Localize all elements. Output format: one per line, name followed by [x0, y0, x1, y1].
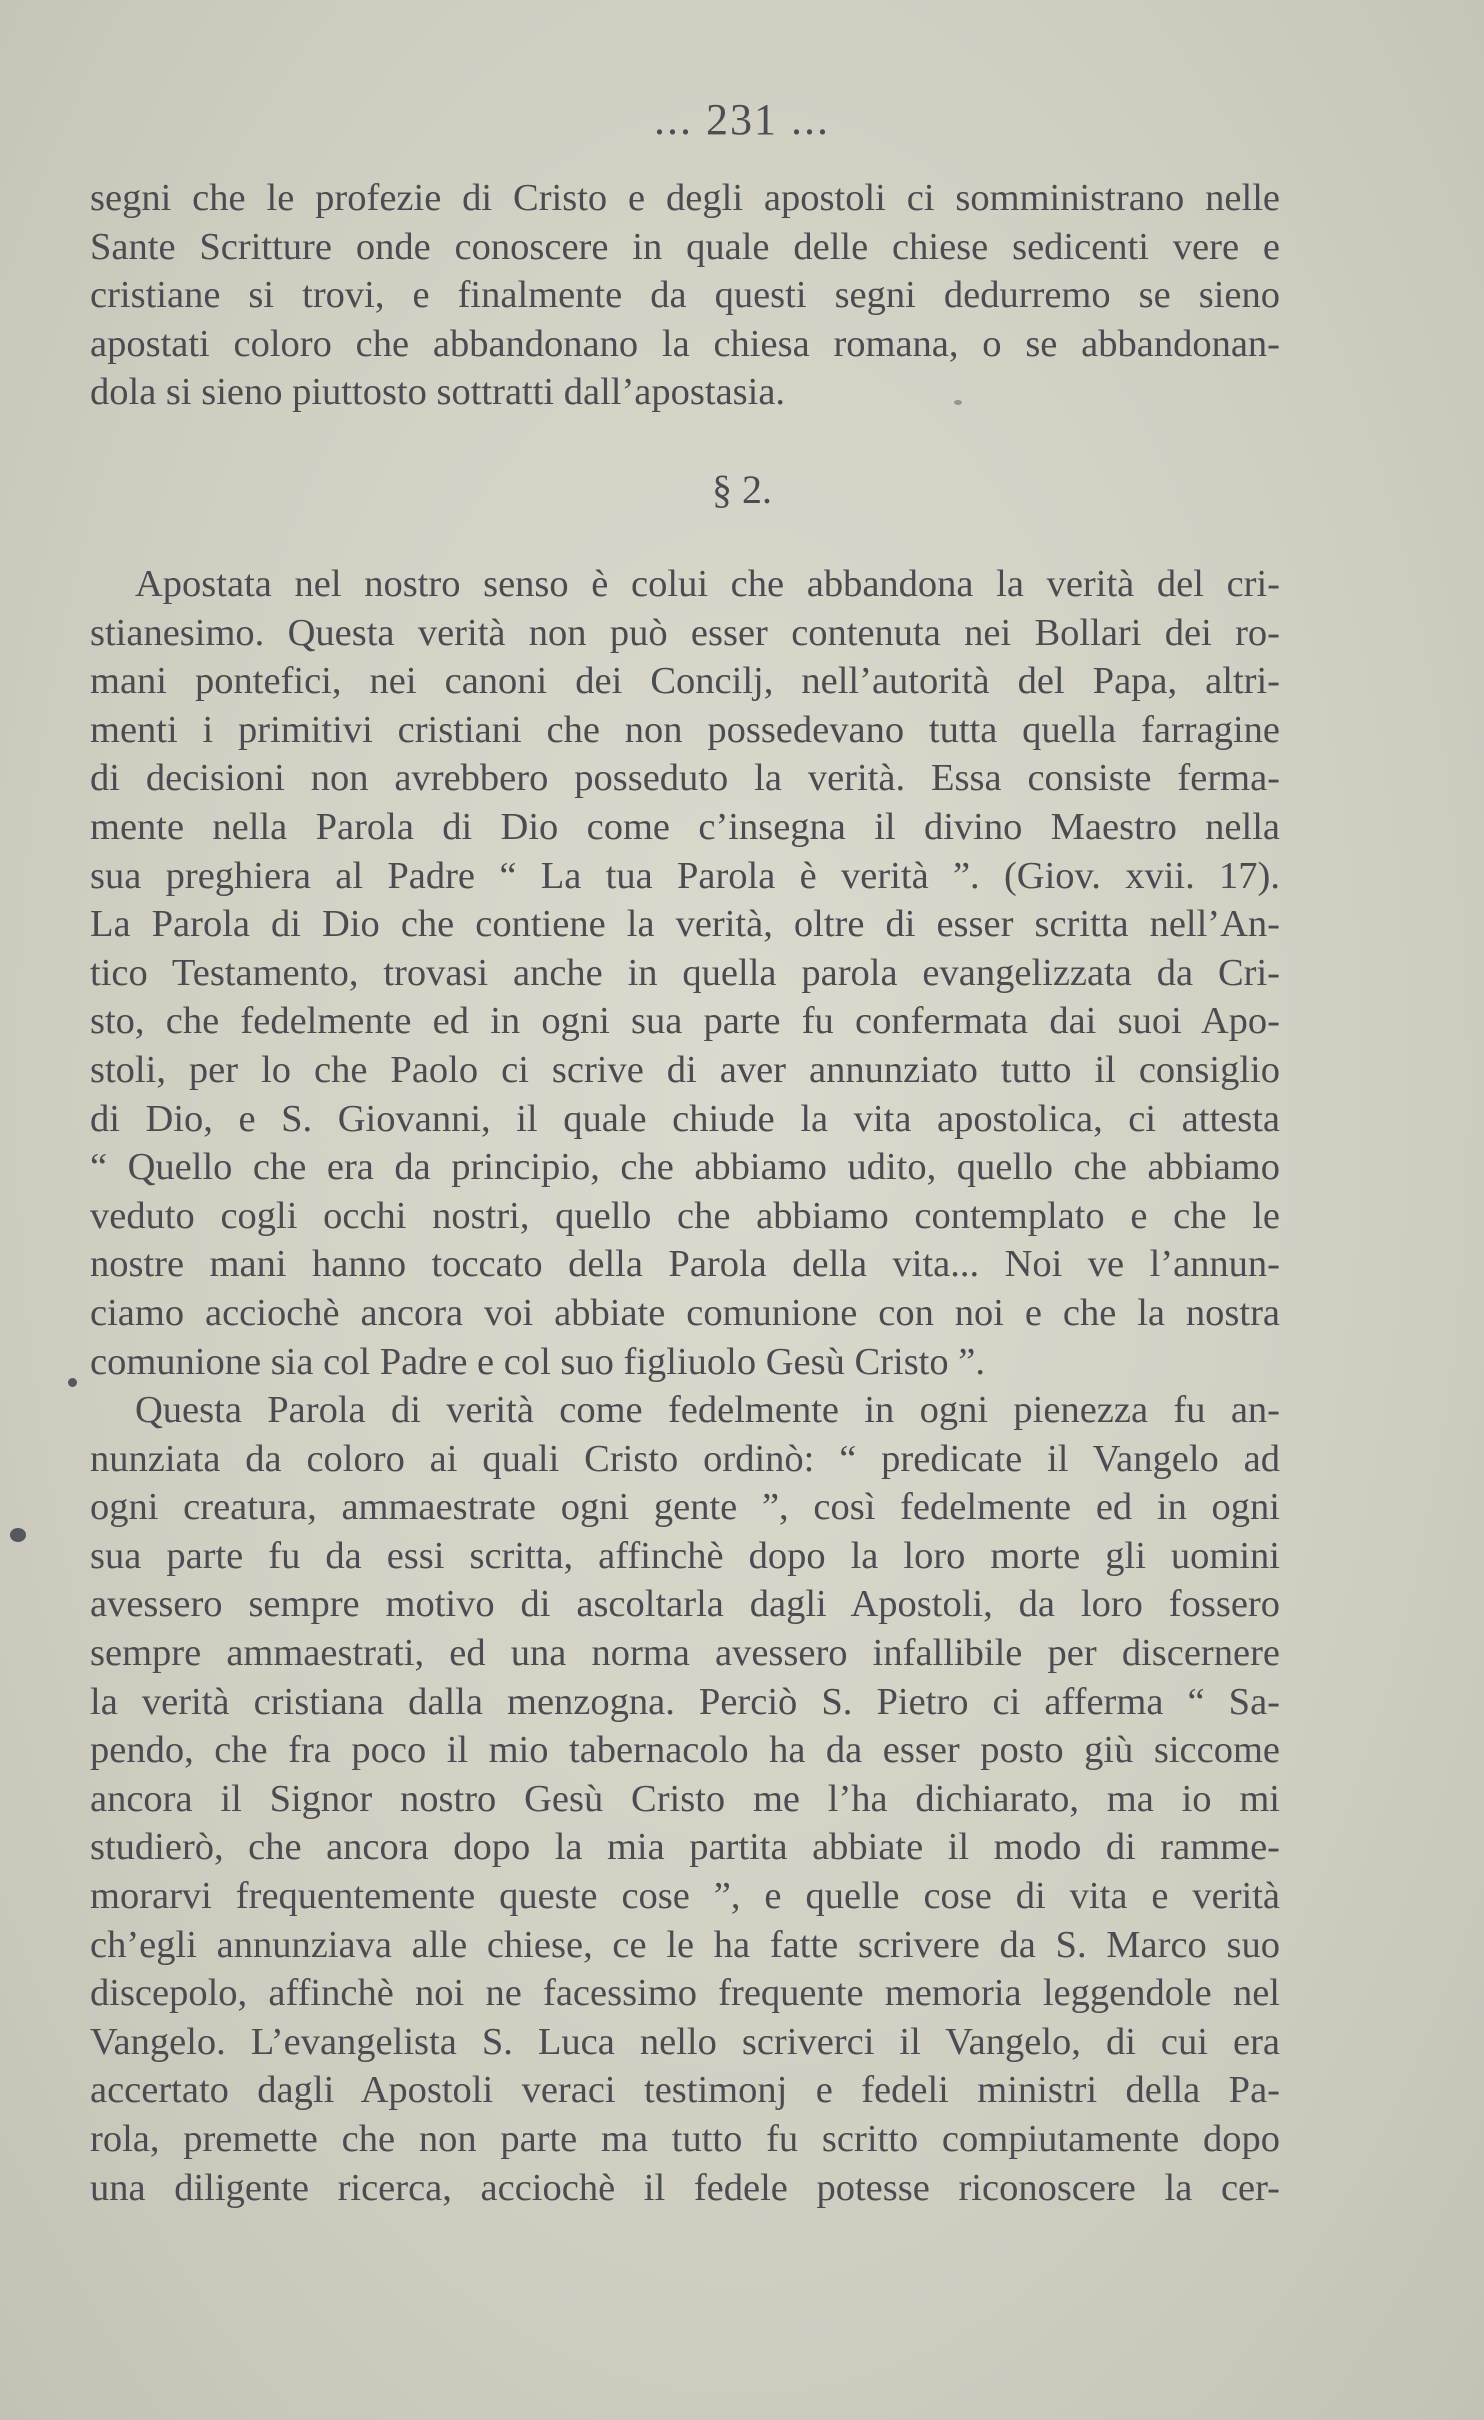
text-line: morarvi frequentemente queste cose ”, e quelle cose di vita e verità [90, 1875, 1280, 1918]
text-line: mani pontefici, nei canoni dei Concilj, nell’autorità del Papa, altri- [90, 660, 1280, 703]
text-line: nostre mani hanno toccato della Parola della vita... Noi ve l’annun- [90, 1243, 1280, 1286]
text-line: segni che le profezie di Cristo e degli apostoli ci somministrano nelle [90, 177, 1280, 219]
text-line: dola si sieno piuttosto sottratti dall’apostasia. [90, 371, 786, 414]
text-line: Sante Scritture onde conoscere in quale delle chiese sedicenti vere e [90, 225, 1280, 268]
text-line: mente nella Parola di Dio come c’insegna il divino Maestro nella [90, 805, 1280, 848]
text-line: ancora il Signor nostro Gesù Cristo me l’ha dichiarato, ma io mi [90, 1777, 1280, 1820]
text-line: Vangelo. L’evangelista S. Luca nello scriverci il Vangelo, di cui era [90, 2020, 1280, 2063]
text-line: Questa Parola di verità come fedelmente in ogni pienezza fu an- [135, 1389, 1280, 1432]
text-line: pendo, che fra poco il mio tabernacolo ha da esser posto giù siccome [90, 1729, 1280, 1772]
page-number: ... 231 ... [654, 95, 830, 144]
text-line: ciamo acciochè ancora voi abbiate comunione con noi e che la nostra [90, 1291, 1280, 1334]
body-text [90, 560, 1280, 2212]
text-line: La Parola di Dio che contiene la verità, oltre di esser scritta nell’An- [90, 903, 1280, 946]
intro-paragraph [90, 174, 1280, 417]
text-line: apostati coloro che abbandonano la chiesa romana, o se abbandonan- [90, 322, 1280, 365]
text-line: ogni creatura, ammaestrate ogni gente ”, così fedelmente ed in ogni [90, 1486, 1280, 1529]
text-line: una diligente ricerca, acciochè il fedele potesse riconoscere la cer- [90, 2166, 1280, 2209]
text-line: sua preghiera al Padre “ La tua Parola è verità ”. (Giov. xvii. 17). [90, 854, 1280, 897]
text-line: studierò, che ancora dopo la mia partita abbiate il modo di ramme- [90, 1826, 1280, 1869]
text-line: di decisioni non avrebbero posseduto la verità. Essa consiste ferma- [90, 757, 1280, 800]
text-line: sua parte fu da essi scritta, affinchè dopo la loro morte gli uomini [90, 1534, 1280, 1577]
section-heading: § 2. [712, 467, 772, 512]
text-line: Apostata nel nostro senso è colui che abbandona la verità del cri- [135, 563, 1280, 605]
text-line: nunziata da coloro ai quali Cristo ordinò: “ predicate il Vangelo ad [90, 1437, 1280, 1480]
text-line: sto, che fedelmente ed in ogni sua parte fu confermata dai suoi Apo- [90, 1000, 1280, 1043]
text-line: “ Quello che era da principio, che abbiamo udito, quello che abbiamo [90, 1146, 1280, 1189]
text-line: tico Testamento, trovasi anche in quella parola evangelizzata da Cri- [90, 951, 1280, 994]
text-line: di Dio, e S. Giovanni, il quale chiude la vita apostolica, ci attesta [90, 1097, 1280, 1140]
text-line: ch’egli annunziava alle chiese, ce le ha fatte scrivere da S. Marco suo [90, 1923, 1280, 1966]
text-line: menti i primitivi cristiani che non possedevano tutta quella farragine [90, 708, 1280, 751]
text-line: veduto cogli occhi nostri, quello che abbiamo contemplato e che le [90, 1194, 1280, 1237]
text-line: rola, premette che non parte ma tutto fu scritto compiutamente dopo [90, 2118, 1280, 2160]
text-line: sempre ammaestrati, ed una norma avessero infallibile per discernere [90, 1632, 1280, 1675]
ink-speck [68, 1378, 77, 1387]
text-line: la verità cristiana dalla menzogna. Perciò S. Pietro ci afferma “ Sa- [90, 1680, 1280, 1723]
text-line: discepolo, affinchè noi ne facessimo frequente memoria leggendole nel [90, 1972, 1280, 2015]
ink-speck [10, 1528, 26, 1542]
text-line: stianesimo. Questa verità non può esser contenuta nei Bollari dei ro- [90, 611, 1280, 654]
text-line: avessero sempre motivo di ascoltarla dagli Apostoli, da loro fossero [90, 1583, 1280, 1626]
text-line: comunione sia col Padre e col suo figliuolo Gesù Cristo ”. [90, 1340, 985, 1383]
text-line: accertato dagli Apostoli veraci testimonj e fedeli ministri della Pa- [90, 2069, 1280, 2112]
ink-speck [954, 400, 962, 405]
text-line: stoli, per lo che Paolo ci scrive di aver annunziato tutto il consiglio [90, 1048, 1280, 1091]
text-line: cristiane si trovi, e finalmente da questi segni dedurremo se sieno [90, 274, 1280, 317]
